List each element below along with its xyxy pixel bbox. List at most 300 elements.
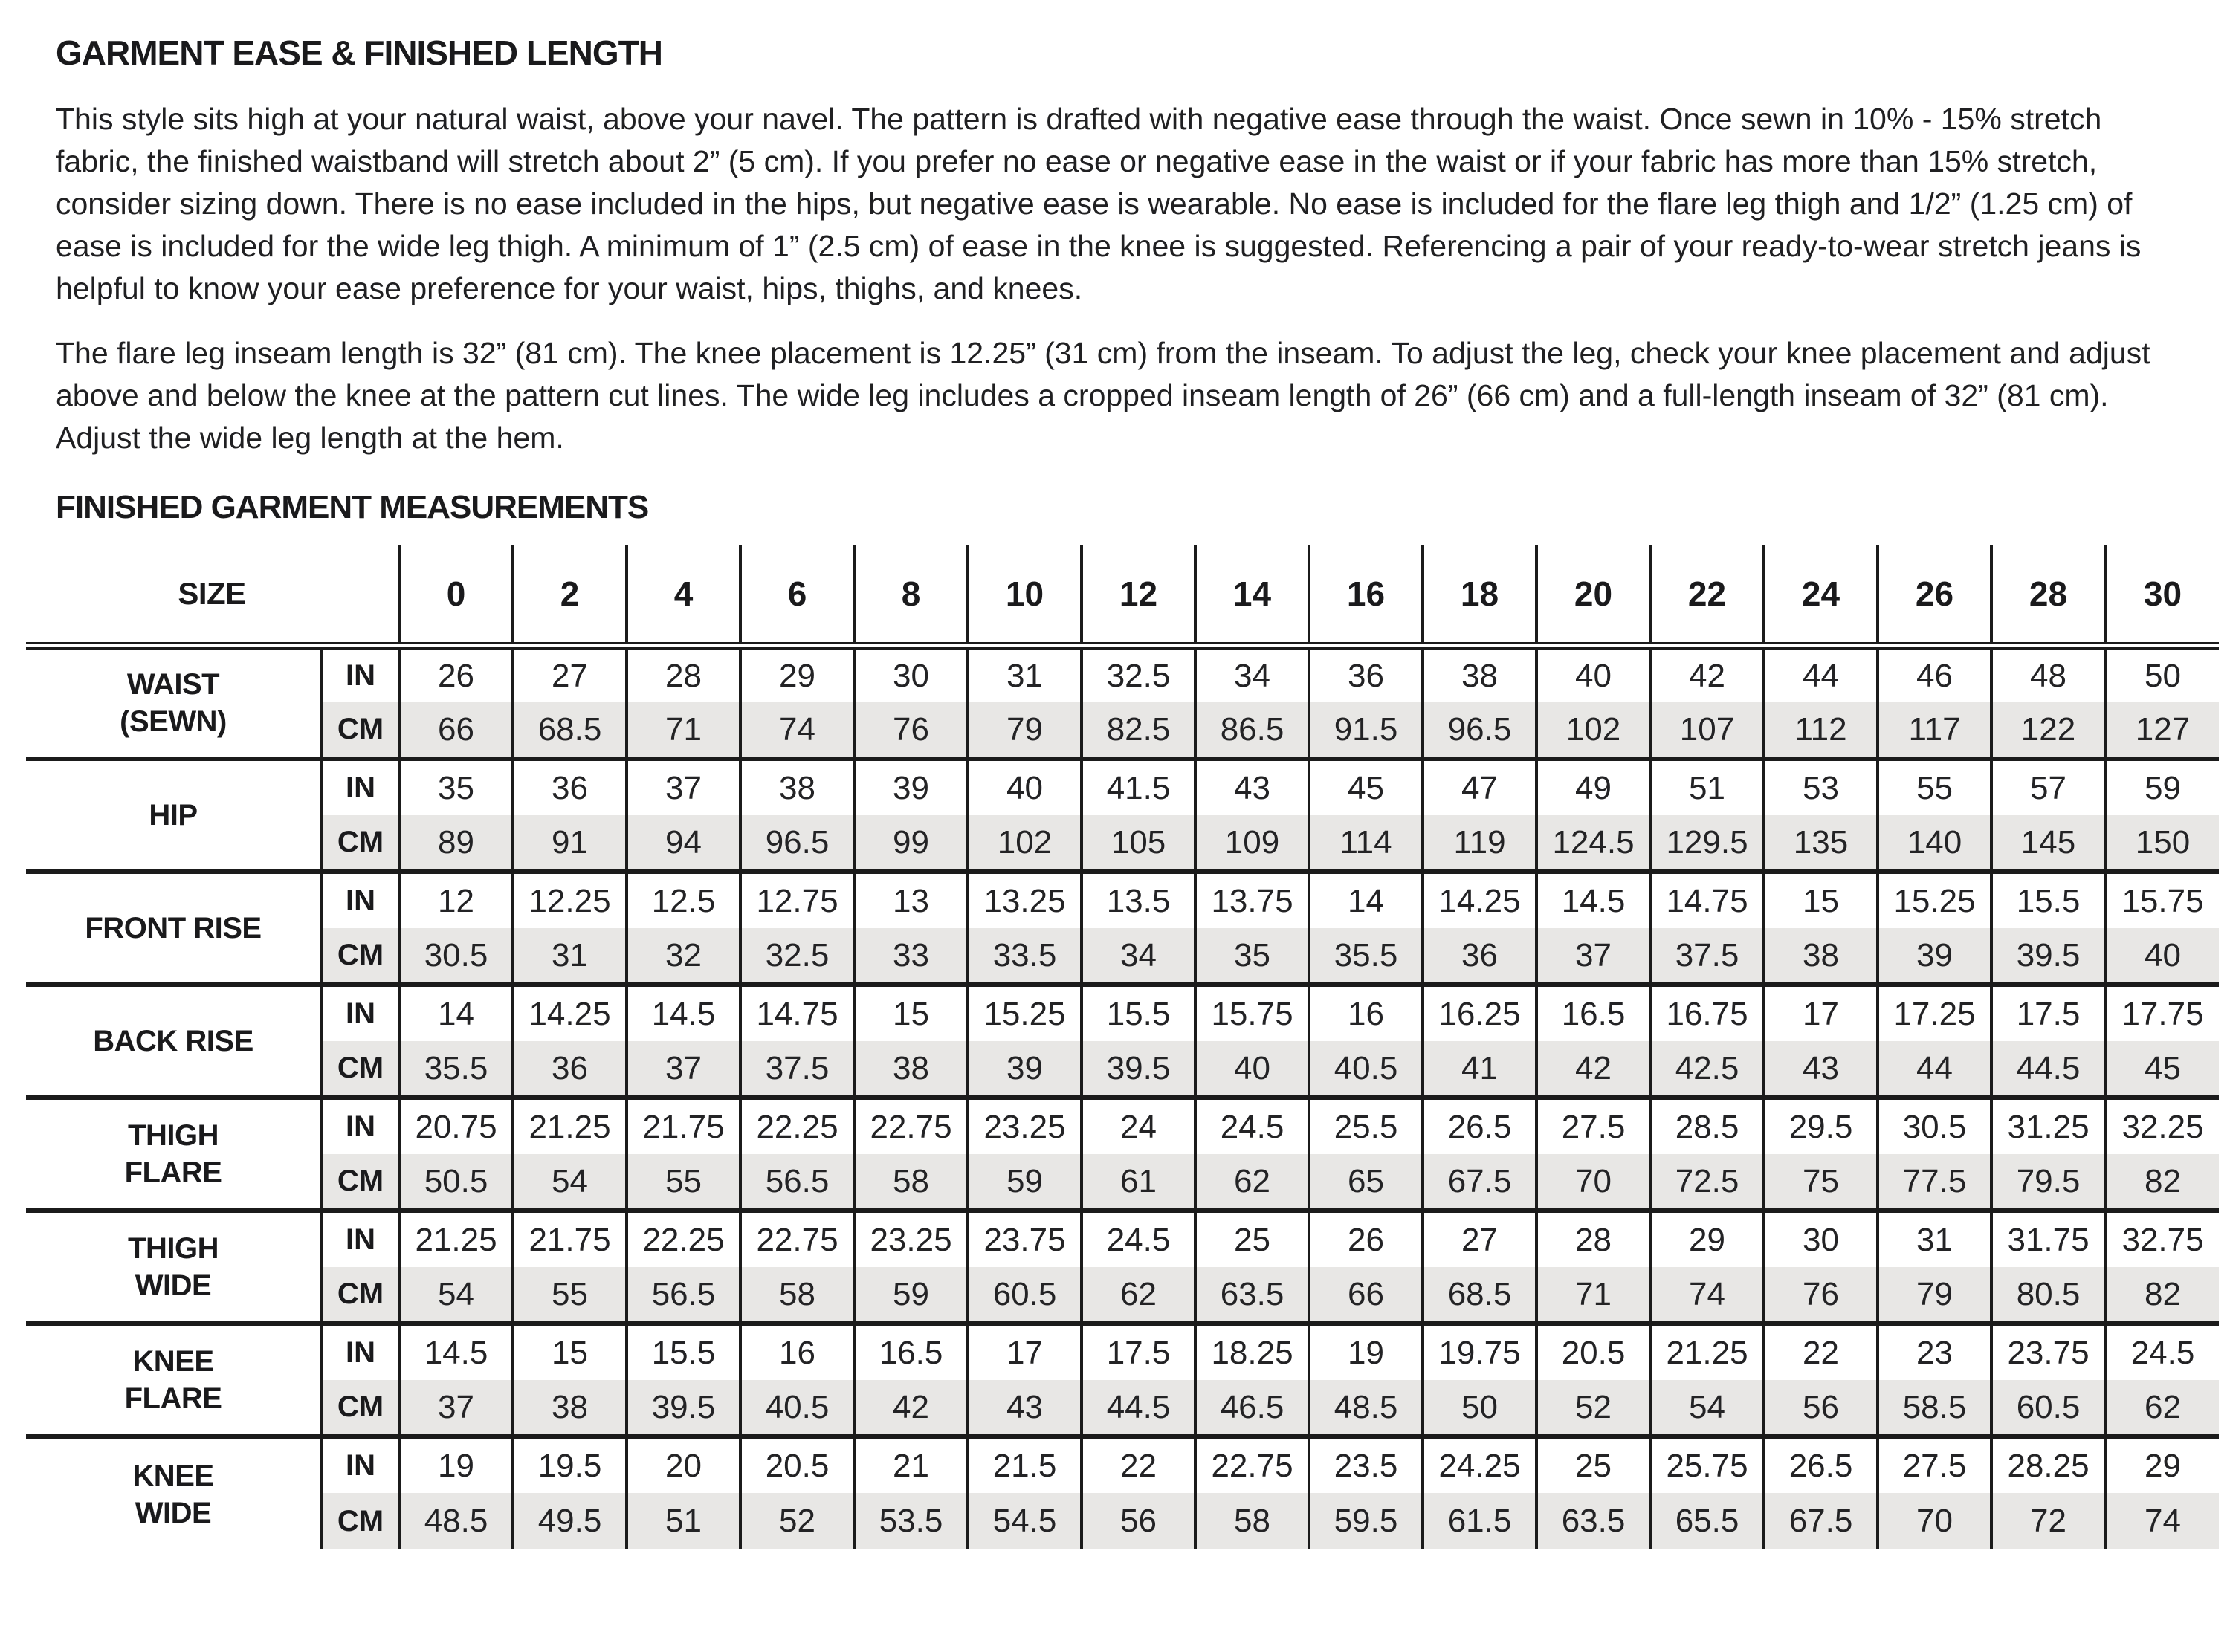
measurement-row-in: [26, 872, 2219, 928]
value-cell: 44.5: [1082, 1380, 1195, 1436]
value-cell: 109: [1195, 815, 1309, 872]
value-cell: 18.25: [1195, 1324, 1309, 1380]
value-cell: 26: [1309, 1211, 1423, 1267]
value-cell: 71: [1536, 1267, 1650, 1324]
measurement-row-in: [26, 759, 2219, 815]
value-cell: 21.75: [513, 1211, 627, 1267]
size-header-cell: 10: [968, 545, 1082, 646]
value-cell: 54: [399, 1267, 513, 1324]
value-cell: 22: [1082, 1436, 1195, 1493]
value-cell: 19.75: [1423, 1324, 1536, 1380]
value-cell: 40: [1195, 1041, 1309, 1098]
value-cell: 129.5: [1650, 815, 1764, 872]
value-cell: 34: [1082, 928, 1195, 985]
value-cell: 80.5: [1991, 1267, 2105, 1324]
value-cell: 74: [1650, 1267, 1764, 1324]
value-cell: 94: [627, 815, 740, 872]
size-header-cell: 0: [399, 545, 513, 646]
value-cell: 42.5: [1650, 1041, 1764, 1098]
value-cell: 25: [1536, 1436, 1650, 1493]
value-cell: 23.5: [1309, 1436, 1423, 1493]
value-cell: 29.5: [1764, 1098, 1878, 1154]
value-cell: 36: [513, 759, 627, 815]
value-cell: 71: [627, 702, 740, 759]
size-header-cell: 14: [1195, 545, 1309, 646]
value-cell: 27: [513, 646, 627, 702]
value-cell: 27: [1423, 1211, 1536, 1267]
row-label: FRONT RISE: [26, 872, 322, 985]
unit-cell-cm: CM: [322, 702, 399, 759]
value-cell: 46: [1878, 646, 1991, 702]
value-cell: 127: [2105, 702, 2219, 759]
value-cell: 56.5: [740, 1154, 854, 1211]
value-cell: 82.5: [1082, 702, 1195, 759]
value-cell: 61.5: [1423, 1493, 1536, 1549]
value-cell: 62: [1082, 1267, 1195, 1324]
value-cell: 25: [1195, 1211, 1309, 1267]
unit-cell-cm: CM: [322, 1267, 399, 1324]
value-cell: 37: [1536, 928, 1650, 985]
value-cell: 19.5: [513, 1436, 627, 1493]
measurement-row-cm: [26, 1267, 2219, 1324]
value-cell: 24.5: [1195, 1098, 1309, 1154]
value-cell: 31: [1878, 1211, 1991, 1267]
value-cell: 15: [1764, 872, 1878, 928]
value-cell: 14.5: [1536, 872, 1650, 928]
table-header-row: [26, 545, 2219, 646]
value-cell: 70: [1878, 1493, 1991, 1549]
value-cell: 89: [399, 815, 513, 872]
value-cell: 67.5: [1423, 1154, 1536, 1211]
value-cell: 34: [1195, 646, 1309, 702]
value-cell: 23.25: [968, 1098, 1082, 1154]
value-cell: 74: [740, 702, 854, 759]
value-cell: 50: [1423, 1380, 1536, 1436]
value-cell: 61: [1082, 1154, 1195, 1211]
value-cell: 63.5: [1536, 1493, 1650, 1549]
value-cell: 43: [1195, 759, 1309, 815]
value-cell: 42: [1536, 1041, 1650, 1098]
value-cell: 44: [1878, 1041, 1991, 1098]
size-header-cell: 30: [2105, 545, 2219, 646]
value-cell: 58: [854, 1154, 968, 1211]
value-cell: 20.5: [740, 1436, 854, 1493]
paragraph-inseam: The flare leg inseam length is 32” (81 cm). The knee placement is 12.25” (31 cm) from the inseam. To adjust the leg, check your knee placement and adjust above and below the knee at the pattern cut lines. The wide leg includes a cropped inseam length of 26” (66 cm) and a full-length inseam of 32” (81 cm). Adjust the wide leg length at the hem.: [56, 336, 2150, 455]
value-cell: 122: [1991, 702, 2105, 759]
value-cell: 38: [854, 1041, 968, 1098]
value-cell: 117: [1878, 702, 1991, 759]
value-cell: 19: [399, 1436, 513, 1493]
value-cell: 39.5: [1991, 928, 2105, 985]
value-cell: 20.5: [1536, 1324, 1650, 1380]
value-cell: 72: [1991, 1493, 2105, 1549]
unit-cell-in: IN: [322, 1324, 399, 1380]
value-cell: 44: [1764, 646, 1878, 702]
value-cell: 58: [740, 1267, 854, 1324]
value-cell: 60.5: [1991, 1380, 2105, 1436]
value-cell: 79.5: [1991, 1154, 2105, 1211]
size-header-cell: 2: [513, 545, 627, 646]
unit-cell-in: IN: [322, 1436, 399, 1493]
value-cell: 20.75: [399, 1098, 513, 1154]
value-cell: 14: [1309, 872, 1423, 928]
value-cell: 53: [1764, 759, 1878, 815]
value-cell: 42: [1650, 646, 1764, 702]
value-cell: 15.25: [968, 985, 1082, 1041]
value-cell: 22: [1764, 1324, 1878, 1380]
value-cell: 56.5: [627, 1267, 740, 1324]
value-cell: 17.75: [2105, 985, 2219, 1041]
value-cell: 17: [1764, 985, 1878, 1041]
value-cell: 32.5: [1082, 646, 1195, 702]
value-cell: 75: [1764, 1154, 1878, 1211]
value-cell: 26.5: [1764, 1436, 1878, 1493]
value-cell: 14.5: [627, 985, 740, 1041]
value-cell: 29: [740, 646, 854, 702]
value-cell: 45: [1309, 759, 1423, 815]
measurement-row-cm: [26, 702, 2219, 759]
value-cell: 39.5: [1082, 1041, 1195, 1098]
value-cell: 14.25: [1423, 872, 1536, 928]
row-label: THIGH WIDE: [26, 1211, 322, 1324]
row-label: BACK RISE: [26, 985, 322, 1098]
value-cell: 39: [968, 1041, 1082, 1098]
value-cell: 37: [627, 759, 740, 815]
measurement-row-cm: [26, 815, 2219, 872]
value-cell: 49: [1536, 759, 1650, 815]
size-header-cell: 12: [1082, 545, 1195, 646]
value-cell: 35.5: [1309, 928, 1423, 985]
value-cell: 67.5: [1764, 1493, 1878, 1549]
value-cell: 23.25: [854, 1211, 968, 1267]
value-cell: 22.75: [854, 1098, 968, 1154]
value-cell: 24: [1082, 1098, 1195, 1154]
value-cell: 55: [627, 1154, 740, 1211]
unit-cell-cm: CM: [322, 815, 399, 872]
value-cell: 21: [854, 1436, 968, 1493]
value-cell: 16: [1309, 985, 1423, 1041]
value-cell: 17: [968, 1324, 1082, 1380]
unit-cell-cm: CM: [322, 1154, 399, 1211]
value-cell: 22.75: [740, 1211, 854, 1267]
value-cell: 12.75: [740, 872, 854, 928]
value-cell: 43: [1764, 1041, 1878, 1098]
size-header-cell: 20: [1536, 545, 1650, 646]
value-cell: 59: [854, 1267, 968, 1324]
value-cell: 62: [1195, 1154, 1309, 1211]
value-cell: 20: [627, 1436, 740, 1493]
unit-cell-in: IN: [322, 1098, 399, 1154]
measurements-table: [26, 545, 2219, 1549]
size-header-cell: 18: [1423, 545, 1536, 646]
value-cell: 91: [513, 815, 627, 872]
value-cell: 114: [1309, 815, 1423, 872]
value-cell: 15.5: [627, 1324, 740, 1380]
value-cell: 39.5: [627, 1380, 740, 1436]
value-cell: 41: [1423, 1041, 1536, 1098]
value-cell: 21.75: [627, 1098, 740, 1154]
value-cell: 26.5: [1423, 1098, 1536, 1154]
value-cell: 23.75: [968, 1211, 1082, 1267]
unit-cell-in: IN: [322, 872, 399, 928]
value-cell: 145: [1991, 815, 2105, 872]
value-cell: 27.5: [1536, 1098, 1650, 1154]
value-cell: 55: [513, 1267, 627, 1324]
value-cell: 25.5: [1309, 1098, 1423, 1154]
value-cell: 79: [968, 702, 1082, 759]
value-cell: 42: [854, 1380, 968, 1436]
value-cell: 39: [1878, 928, 1991, 985]
size-header-cell: 28: [1991, 545, 2105, 646]
value-cell: 14: [399, 985, 513, 1041]
value-cell: 38: [740, 759, 854, 815]
size-header-cell: 26: [1878, 545, 1991, 646]
measurement-row-cm: [26, 1493, 2219, 1549]
size-header-cell: 22: [1650, 545, 1764, 646]
value-cell: 107: [1650, 702, 1764, 759]
value-cell: 38: [513, 1380, 627, 1436]
value-cell: 70: [1536, 1154, 1650, 1211]
row-label: KNEE WIDE: [26, 1436, 322, 1549]
size-header-cell: 8: [854, 545, 968, 646]
value-cell: 15: [513, 1324, 627, 1380]
value-cell: 52: [1536, 1380, 1650, 1436]
value-cell: 54.5: [968, 1493, 1082, 1549]
value-cell: 32.75: [2105, 1211, 2219, 1267]
value-cell: 24.5: [2105, 1324, 2219, 1380]
value-cell: 24.25: [1423, 1436, 1536, 1493]
value-cell: 140: [1878, 815, 1991, 872]
value-cell: 36: [1423, 928, 1536, 985]
value-cell: 72.5: [1650, 1154, 1764, 1211]
value-cell: 38: [1423, 646, 1536, 702]
value-cell: 23.75: [1991, 1324, 2105, 1380]
unit-cell-cm: CM: [322, 1041, 399, 1098]
value-cell: 12.25: [513, 872, 627, 928]
value-cell: 65: [1309, 1154, 1423, 1211]
value-cell: 40: [968, 759, 1082, 815]
value-cell: 35: [399, 759, 513, 815]
value-cell: 14.75: [1650, 872, 1764, 928]
measurement-row-in: [26, 1324, 2219, 1380]
value-cell: 14.75: [740, 985, 854, 1041]
value-cell: 46.5: [1195, 1380, 1309, 1436]
value-cell: 124.5: [1536, 815, 1650, 872]
value-cell: 17.5: [1082, 1324, 1195, 1380]
value-cell: 28.25: [1991, 1436, 2105, 1493]
value-cell: 16.5: [1536, 985, 1650, 1041]
value-cell: 15.25: [1878, 872, 1991, 928]
value-cell: 48: [1991, 646, 2105, 702]
value-cell: 35.5: [399, 1041, 513, 1098]
value-cell: 28: [1536, 1211, 1650, 1267]
value-cell: 102: [1536, 702, 1650, 759]
value-cell: 48.5: [1309, 1380, 1423, 1436]
value-cell: 60.5: [968, 1267, 1082, 1324]
value-cell: 32.25: [2105, 1098, 2219, 1154]
value-cell: 26: [399, 646, 513, 702]
value-cell: 59.5: [1309, 1493, 1423, 1549]
size-column-header: SIZE: [26, 545, 399, 646]
value-cell: 54: [513, 1154, 627, 1211]
row-label: HIP: [26, 759, 322, 872]
value-cell: 32.5: [740, 928, 854, 985]
measurement-row-cm: [26, 928, 2219, 985]
value-cell: 77.5: [1878, 1154, 1991, 1211]
value-cell: 16.25: [1423, 985, 1536, 1041]
value-cell: 30.5: [1878, 1098, 1991, 1154]
value-cell: 74: [2105, 1493, 2219, 1549]
value-cell: 22.25: [740, 1098, 854, 1154]
value-cell: 14.5: [399, 1324, 513, 1380]
measurement-row-cm: [26, 1041, 2219, 1098]
value-cell: 32: [627, 928, 740, 985]
value-cell: 50: [2105, 646, 2219, 702]
value-cell: 28.5: [1650, 1098, 1764, 1154]
section-heading: GARMENT EASE & FINISHED LENGTH: [56, 33, 662, 72]
value-cell: 96.5: [1423, 702, 1536, 759]
value-cell: 135: [1764, 815, 1878, 872]
unit-cell-cm: CM: [322, 1380, 399, 1436]
value-cell: 31.25: [1991, 1098, 2105, 1154]
value-cell: 40.5: [740, 1380, 854, 1436]
value-cell: 35: [1195, 928, 1309, 985]
value-cell: 82: [2105, 1267, 2219, 1324]
size-header-cell: 16: [1309, 545, 1423, 646]
value-cell: 102: [968, 815, 1082, 872]
value-cell: 31: [968, 646, 1082, 702]
value-cell: 15.5: [1991, 872, 2105, 928]
value-cell: 56: [1764, 1380, 1878, 1436]
value-cell: 15.75: [1195, 985, 1309, 1041]
row-label: KNEE FLARE: [26, 1324, 322, 1436]
value-cell: 31: [513, 928, 627, 985]
value-cell: 52: [740, 1493, 854, 1549]
table-heading: FINISHED GARMENT MEASUREMENTS: [56, 489, 649, 525]
value-cell: 150: [2105, 815, 2219, 872]
value-cell: 48.5: [399, 1493, 513, 1549]
value-cell: 14.25: [513, 985, 627, 1041]
value-cell: 59: [968, 1154, 1082, 1211]
value-cell: 27.5: [1878, 1436, 1991, 1493]
value-cell: 29: [1650, 1211, 1764, 1267]
value-cell: 76: [1764, 1267, 1878, 1324]
row-label: WAIST (SEWN): [26, 646, 322, 759]
value-cell: 37.5: [1650, 928, 1764, 985]
value-cell: 66: [399, 702, 513, 759]
value-cell: 15.75: [2105, 872, 2219, 928]
unit-cell-in: IN: [322, 985, 399, 1041]
value-cell: 112: [1764, 702, 1878, 759]
unit-cell-in: IN: [322, 759, 399, 815]
value-cell: 16.5: [854, 1324, 968, 1380]
value-cell: 23: [1878, 1324, 1991, 1380]
value-cell: 12: [399, 872, 513, 928]
value-cell: 51: [627, 1493, 740, 1549]
paragraph-ease: This style sits high at your natural waist, above your navel. The pattern is drafted with negative ease through the waist. Once sewn in 10% - 15% stretch fabric, the finished waistband will stretch about 2” (5 cm). If you prefer no ease or negative ease in the waist or if your fabric has more than 15% stretch, consider sizing down. There is no ease included in the hips, but negative ease is wearable. No ease is included for the flare leg thigh and 1/2” (1.25 cm) of ease is included for the wide leg thigh. A minimum of 1” (2.5 cm) of ease in the knee is suggested. Referencing a pair of your ready-to-wear stretch jeans is helpful to know your ease preference for your waist, hips, thighs, and knees.: [56, 102, 2142, 305]
value-cell: 41.5: [1082, 759, 1195, 815]
unit-cell-in: IN: [322, 646, 399, 702]
size-header-cell: 4: [627, 545, 740, 646]
value-cell: 30: [1764, 1211, 1878, 1267]
value-cell: 59: [2105, 759, 2219, 815]
value-cell: 16: [740, 1324, 854, 1380]
value-cell: 37: [399, 1380, 513, 1436]
value-cell: 17.5: [1991, 985, 2105, 1041]
value-cell: 58: [1195, 1493, 1309, 1549]
unit-cell-in: IN: [322, 1211, 399, 1267]
value-cell: 13.75: [1195, 872, 1309, 928]
value-cell: 22.75: [1195, 1436, 1309, 1493]
unit-cell-cm: CM: [322, 928, 399, 985]
value-cell: 45: [2105, 1041, 2219, 1098]
row-label: THIGH FLARE: [26, 1098, 322, 1211]
value-cell: 33: [854, 928, 968, 985]
value-cell: 31.75: [1991, 1211, 2105, 1267]
value-cell: 36: [513, 1041, 627, 1098]
value-cell: 29: [2105, 1436, 2219, 1493]
measurement-row-in: [26, 1436, 2219, 1493]
value-cell: 28: [627, 646, 740, 702]
size-header-cell: 6: [740, 545, 854, 646]
value-cell: 30: [854, 646, 968, 702]
measurement-row-in: [26, 646, 2219, 702]
value-cell: 25.75: [1650, 1436, 1764, 1493]
value-cell: 55: [1878, 759, 1991, 815]
measurement-row-cm: [26, 1154, 2219, 1211]
value-cell: 105: [1082, 815, 1195, 872]
value-cell: 82: [2105, 1154, 2219, 1211]
value-cell: 51: [1650, 759, 1764, 815]
value-cell: 30.5: [399, 928, 513, 985]
value-cell: 40: [2105, 928, 2219, 985]
value-cell: 33.5: [968, 928, 1082, 985]
value-cell: 56: [1082, 1493, 1195, 1549]
measurement-row-cm: [26, 1380, 2219, 1436]
measurement-row-in: [26, 1211, 2219, 1267]
value-cell: 58.5: [1878, 1380, 1991, 1436]
value-cell: 119: [1423, 815, 1536, 872]
value-cell: 40.5: [1309, 1041, 1423, 1098]
value-cell: 66: [1309, 1267, 1423, 1324]
value-cell: 44.5: [1991, 1041, 2105, 1098]
value-cell: 15.5: [1082, 985, 1195, 1041]
value-cell: 99: [854, 815, 968, 872]
value-cell: 86.5: [1195, 702, 1309, 759]
value-cell: 17.25: [1878, 985, 1991, 1041]
value-cell: 16.75: [1650, 985, 1764, 1041]
value-cell: 53.5: [854, 1493, 968, 1549]
value-cell: 21.5: [968, 1436, 1082, 1493]
value-cell: 22.25: [627, 1211, 740, 1267]
value-cell: 21.25: [1650, 1324, 1764, 1380]
value-cell: 13: [854, 872, 968, 928]
value-cell: 36: [1309, 646, 1423, 702]
value-cell: 21.25: [399, 1211, 513, 1267]
value-cell: 96.5: [740, 815, 854, 872]
value-cell: 57: [1991, 759, 2105, 815]
value-cell: 47: [1423, 759, 1536, 815]
measurement-row-in: [26, 985, 2219, 1041]
value-cell: 54: [1650, 1380, 1764, 1436]
value-cell: 76: [854, 702, 968, 759]
value-cell: 12.5: [627, 872, 740, 928]
value-cell: 39: [854, 759, 968, 815]
value-cell: 40: [1536, 646, 1650, 702]
value-cell: 24.5: [1082, 1211, 1195, 1267]
value-cell: 65.5: [1650, 1493, 1764, 1549]
value-cell: 37.5: [740, 1041, 854, 1098]
